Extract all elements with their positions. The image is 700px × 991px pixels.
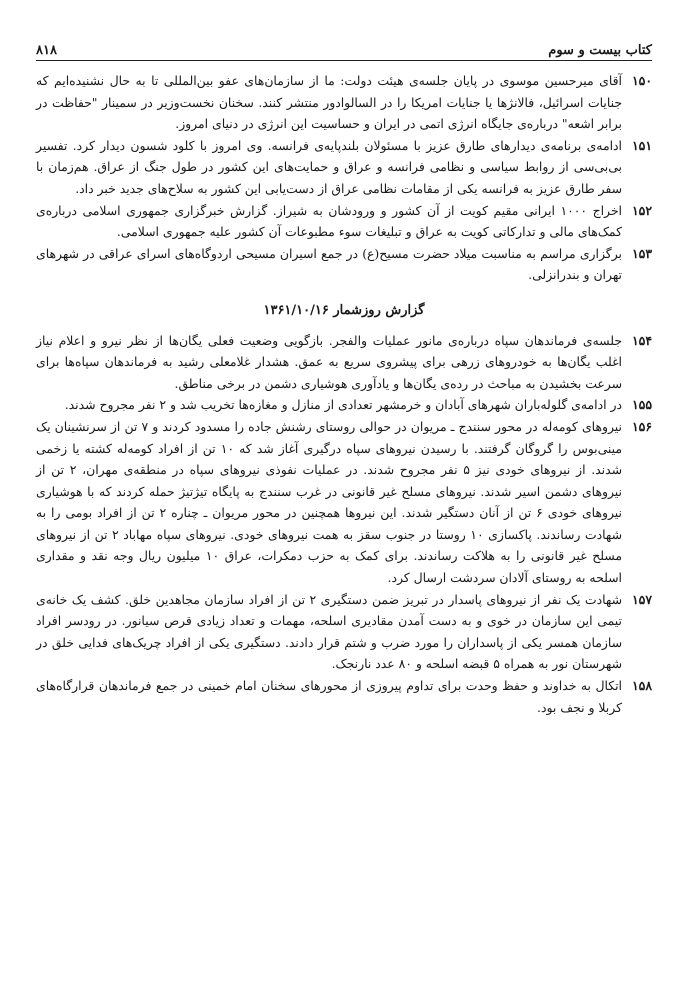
book-title: کتاب بیست و سوم — [548, 43, 652, 58]
entry-text: ادامه‌ی برنامه‌ی دیدارهای طارق عزیز با مسئولان بلندپایه‌ی فرانسه. وی امروز با کلود شسون دیدار کرد. تفسیر بی‌بی‌سی از روابط سیاسی و نظامی فرانسه و عراق و حمایت‌های این کشور در طول جنگ از عراق. هم‌زمان با سفر طارق عزیز به فرانسه یکی از مقامات نظامی عراق از دست‌یابی این کشور به سلاح‌های جدید خبر داد. — [36, 137, 622, 196]
entry-text: نیروهای کومه‌له در محور سنندج ـ مریوان در حوالی روستای رشنش جاده را مسدود کردند و ۷ تن از سرنشینان یک مینی‌بوس را گروگان گرفتند. با رسیدن نیروهای سپاه درگیری آغاز شد که ۱۰ تن از افراد کومه‌له کشته یا زخمی شدند. از نیروهای خودی نیز ۵ نفر مجروح شدند. در عملیات نفوذی نیروهای سپاه در منطقه‌ی مهران، ۲ تن از نیروهای دشمن اسیر شدند. نیروهای مسلح غیر قانونی در غرب سنندج به پایگاه تیژتیژ حمله کردند که با هوشیاری نیروهای خودی ۶ تن از آنان دستگیر شدند. این نیروها همچنین در محور مریوان ـ چناره ۲ تن از افراد بومی را به شهادت رساندند. پاکسازی ۱۰ روستا در جنوب سقز به همت نیروهای خودی. نیروهای سپاه مهاباد ۲ تن از نیروهای مسلح غیر قانونی را به هلاکت رساندند. برای کمک به حزب دمکرات، عراق ۱۰ میلیون ریال وجه نقد و مقداری اسلحه به روستای آلادان سردشت ارسال کرد. — [36, 418, 623, 586]
entry-157 — [36, 589, 652, 675]
entry-text: اخراج ۱۰۰۰ ایرانی مقیم کویت از آن کشور و ورودشان به شیراز. گزارش خبرگزاری جمهوری اسلامی درباره‌ی کمک‌های مالی و تدارکاتی کویت به عراق و تبلیغات سوء مطبوعات آن کشور علیه جمهوری اسلامی. — [36, 202, 622, 240]
entry-text: اتکال به خداوند و حفظ وحدت برای تداوم پیروزی از محورهای سخنان امام خمینی در جمع فرماندهان قرارگاه‌های کربلا و نجف بود. — [36, 678, 622, 715]
entry-text: شهادت یک نفر از نیروهای پاسدار در تبریز ضمن دستگیری ۲ تن از افراد سازمان مجاهدین خلق. کشف یک خانه‌ی تیمی این سازمان در خوی و به دست آمدن مقادیری اسلحه، مهمات و تعداد زیادی قرص سیانور. در رودسر افراد سازمان همسر یکی از پاسداران را مورد ضرب و شتم قرار دادند. دستگیری یکی از افراد چریک‌های فدایی خلق در شهرستان نور به همراه ۵ قبضه اسلحه و ۸۰ عدد نارنجک. — [36, 591, 622, 672]
header-rule — [36, 60, 652, 61]
entry-number: ۱۵۰ — [632, 73, 652, 88]
entry-text: آقای میرحسین موسوی در پایان جلسه‌ی هیئت دولت: ما از سازمان‌های عفو بین‌المللی تا به حال نشنیده‌ایم که جنایات اسرائیل، فالانژها یا جنایات امریکا را در السالوادور منتشر کنند. سخنان نخست‌وزیر در سمینار "حفاظت در برابر اشعه" درباره‌ی جایگاه انرژی اتمی در ایران و حساسیت این انرژی در دنیای امروز. — [36, 73, 622, 132]
entry-152 — [36, 200, 652, 243]
entry-158 — [36, 675, 652, 718]
entry-155 — [36, 394, 652, 416]
entry-156 — [36, 416, 652, 589]
page-content — [36, 70, 652, 718]
section-title: گزارش روزشمار ۱۳۶۱/۱۰/۱۶ — [263, 302, 425, 318]
entry-number: ۱۵۱ — [632, 137, 652, 153]
entry-151 — [36, 135, 652, 200]
entry-number: ۱۵۴ — [632, 332, 652, 348]
entry-number: ۱۵۲ — [632, 202, 652, 218]
entry-153 — [36, 243, 652, 286]
entry-text: جلسه‌ی فرماندهان سپاه درباره‌ی مانور عملیات والفجر. بازگویی وضعیت فعلی یگان‌ها از نظر نیرو و اعلام نیاز اغلب یگان‌ها به خودروهای زرهی برای پیشروی سریع به عمق. هشدار غلامعلی رشید به فرماندهان سپاه‌ها برای سرعت بخشیدن به مباحث در رده‌ی یگان‌ها و یادآوری هوشیاری دشمن در برخی مناطق. — [36, 332, 622, 391]
entry-number: ۱۵۳ — [632, 245, 652, 261]
entry-154 — [36, 330, 652, 395]
entry-number: ۱۵۵ — [632, 397, 652, 413]
entry-150 — [36, 70, 652, 135]
page-header — [36, 36, 652, 58]
entry-text: در ادامه‌ی گلوله‌باران شهرهای آبادان و خرمشهر تعدادی از منازل و مغازه‌ها تخریب شد و ۲ نفر مجروح شدند. — [64, 397, 622, 413]
entry-number: ۱۵۷ — [632, 591, 652, 607]
entry-number: ۱۵۸ — [632, 678, 652, 694]
entry-text: برگزاری مراسم به مناسبت میلاد حضرت مسیح(ع) در جمع اسیران مسیحی اردوگاه‌های اسرای عراقی در شهرهای تهران و بندرانزلی. — [36, 245, 622, 283]
entry-number: ۱۵۶ — [632, 418, 652, 434]
page-number: ۸۱۸ — [36, 43, 57, 58]
